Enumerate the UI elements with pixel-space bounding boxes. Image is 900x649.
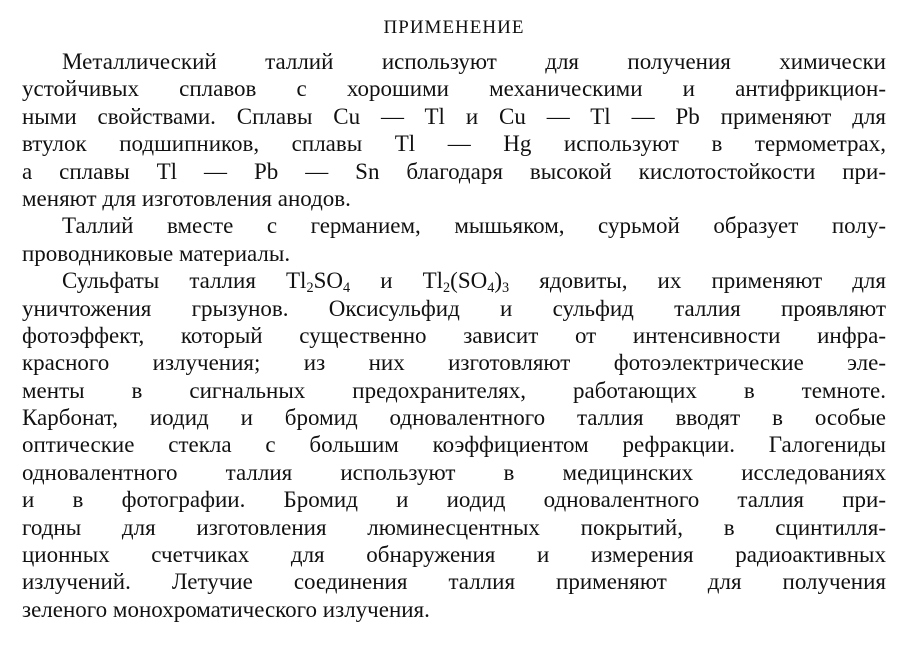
text-line: и в фотографии. Бромид и иодид одновалентного таллия при-	[22, 487, 886, 513]
text-line: фотоэффект, который существенно зависит от интенсивности инфра-	[22, 322, 886, 348]
formula-subscript: 2	[443, 280, 451, 297]
formula-text: (SO	[450, 268, 488, 294]
formula-subscript: 4	[342, 280, 351, 297]
text-line: проводниковые материалы.	[22, 240, 291, 266]
text-line: уничтожения грызунов. Оксисульфид и сульфид таллия проявляют	[22, 295, 886, 321]
text-line: одновалентного таллия используют в медицинских исследованиях	[22, 459, 886, 485]
text-line: излучений. Летучие соединения таллия применяют для получения	[22, 569, 886, 595]
text-line: а сплавы Tl — Pb — Sn благодаря высокой кислотостойкости при-	[22, 158, 886, 184]
document-page	[22, 14, 886, 623]
text-line: Карбонат, иодид и бромид одновалентного таллия вводят в особые	[22, 405, 886, 431]
formula-subscript: 3	[502, 280, 510, 297]
text-line: Металлический таллий используют для получения химически	[62, 49, 886, 74]
text-line: Таллий вместе с германием, мышьяком, сурьмой образует полу-	[62, 213, 886, 239]
formula-text: и Tl	[350, 268, 444, 294]
formula-text: ядовиты, их применяют для	[509, 268, 886, 294]
paragraph-metal-alloys	[22, 48, 886, 212]
text-line: ционных счетчиках для обнаружения и измерения радиоактивных	[22, 542, 886, 568]
text-line: устойчивых сплавов с хорошими механическими и антифрикцион-	[22, 76, 886, 102]
paragraph-semiconductors	[22, 212, 886, 267]
formula-subscript: 2	[306, 280, 314, 297]
paragraph-compounds-uses	[22, 267, 886, 623]
text-line: менты в сигнальных предохранителях, работающих в темноте.	[22, 377, 886, 403]
text-line: меняют для изготовления анодов.	[22, 185, 351, 211]
formula-subscript: 4	[487, 280, 495, 297]
text-line: оптические стекла с большим коэффициентом рефракции. Галогениды	[22, 432, 886, 458]
text-line: ными свойствами. Сплавы Cu — Tl и Cu — Tl — Pb применяют для	[22, 103, 886, 129]
formula-text: )	[494, 268, 503, 294]
text-line: зеленого монохроматического излучения.	[22, 596, 430, 622]
text-line: втулок подшипников, сплавы Tl — Hg используют в термометрах,	[22, 131, 886, 157]
text-line-formulas	[22, 267, 886, 297]
formula-text: Сульфаты таллия Tl	[62, 268, 307, 294]
text-line: красного излучения; из них изготовляют фотоэлектрические эле-	[22, 350, 886, 376]
formula-text: SO	[313, 268, 343, 294]
section-heading: ПРИМЕНЕНИЕ	[383, 17, 525, 38]
text-line: годны для изготовления люминесцентных покрытий, в сцинтилля-	[22, 514, 886, 540]
